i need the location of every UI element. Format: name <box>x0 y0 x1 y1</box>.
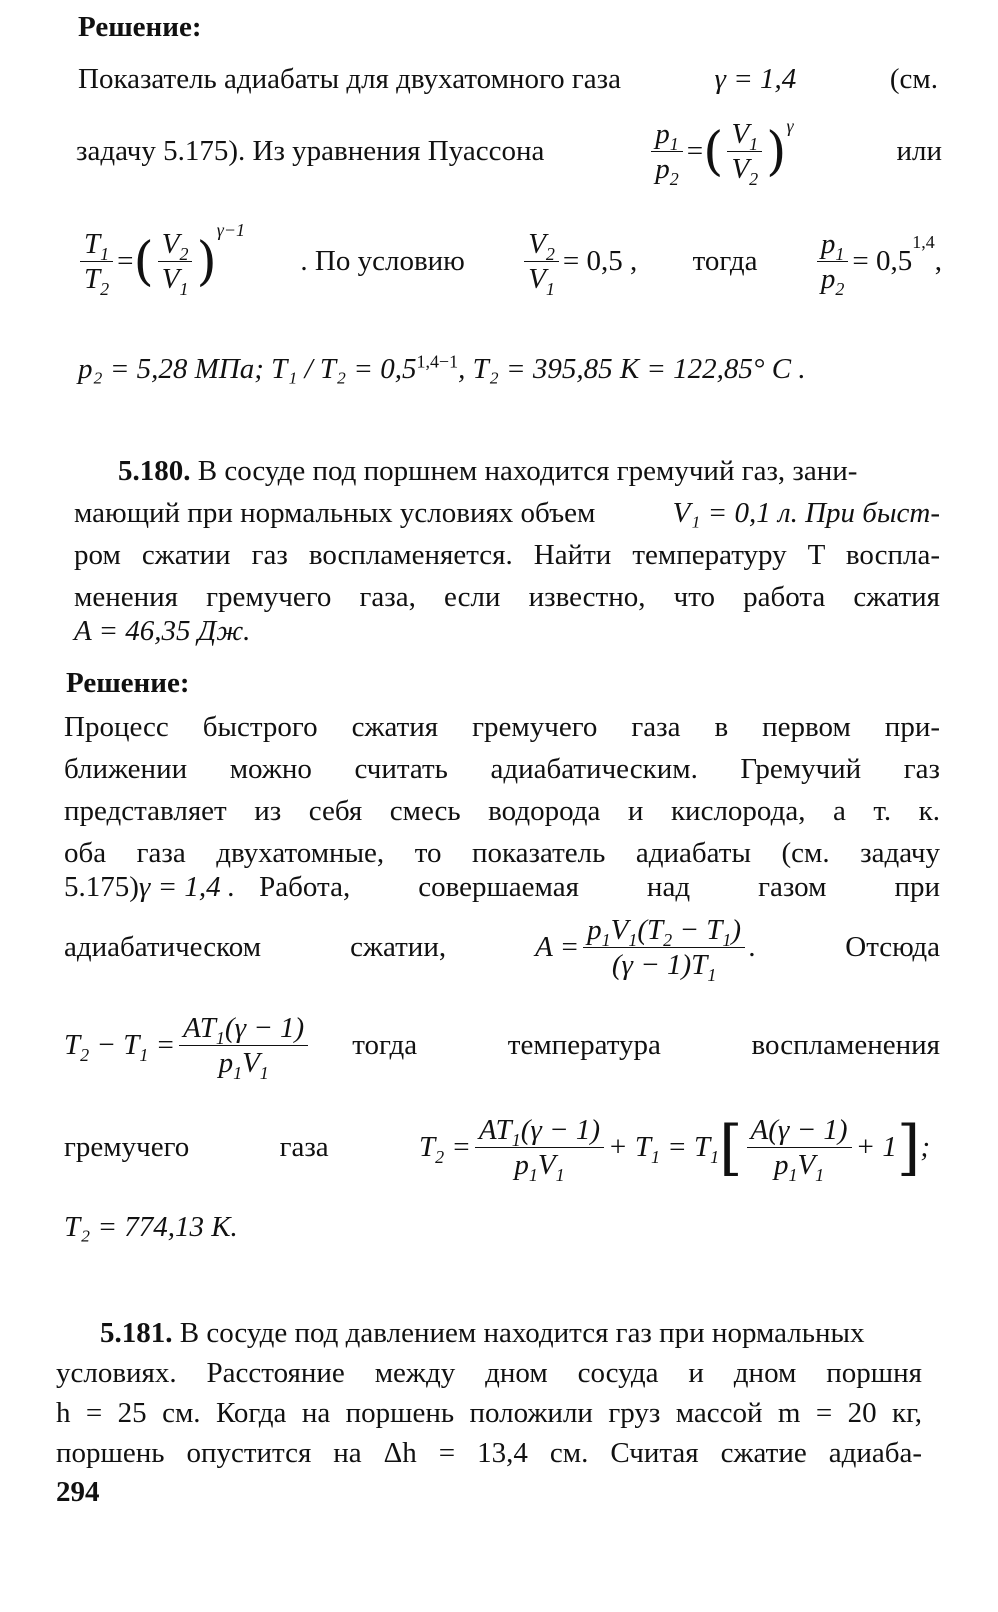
solution1-text-1: Показатель адиабаты для двухатомного газа <box>78 63 621 95</box>
problem180-line-5: A = 46,35 Дж. <box>74 615 251 647</box>
fraction-p1-p2-b: $\frac{p_1}{p_2}$ <box>817 228 848 295</box>
problem180-text-2b: V₁ = 0,1 л. При быст- <box>672 497 940 529</box>
solution-heading-1: Решение: <box>78 11 202 43</box>
fraction-p1-p2: $\frac{p_1}{p_2}$ <box>651 118 682 185</box>
gamma-value: γ = 1,4 <box>714 63 797 95</box>
solution2-text-6c: Отсюда <box>845 931 940 963</box>
work-fraction: $\frac{p_1V_1(T_2 - T_1)}{(\gamma - 1)T_1}$ <box>583 914 745 981</box>
solution2-text-7: тогда температура воспламенения <box>352 1029 940 1061</box>
ignition-fraction-2: $\frac{A(\gamma - 1)}{p_1V_1}$ <box>747 1114 852 1181</box>
solution2-line-1: Процесс быстрого сжатия гремучего газа в первом при- <box>64 711 940 743</box>
temperature-relation: $\frac{T_1}{T_2}$ = ( $\frac{V_2}{V_1}$ ) γ−1 <box>76 228 245 295</box>
solution1-result-a: p₂ = 5,28 МПа; T₁ / T₂ = 0,5 <box>78 353 417 385</box>
solution1-line-3 <box>76 220 942 299</box>
problem180-text-2a: мающий при нормальных условиях объем <box>74 497 596 529</box>
problem180-line-4: менения гремучего газа, если известно, что работа сжатия <box>74 581 940 613</box>
problem181-line-2: условиях. Расстояние между дном сосуда и дном поршня <box>56 1357 922 1389</box>
problem180-text-1: В сосуде под поршнем находится гремучий газ, зани- <box>197 455 858 487</box>
problem180-number: 5.180. <box>118 455 191 487</box>
solution2-text-8a: гремучего <box>64 1131 190 1163</box>
work-formula: A = $\frac{p_1V_1(T_2 - T_1)}{(\gamma - 1)T_1}$ . <box>535 914 757 985</box>
solution1-result-exp: 1,4−1 <box>416 351 459 372</box>
solution1-line-2 <box>76 116 942 189</box>
problem181-line-3: h = 25 см. Когда на поршень положили груз массой m = 20 кг, <box>56 1397 922 1429</box>
volume-ratio <box>520 228 638 299</box>
fraction-v2-v1-b: $\frac{V_2}{V_1}$ <box>524 228 559 295</box>
poisson-equation: $\frac{p_1}{p_2}$ = ( $\frac{V_1}{V_2}$ ) γ <box>647 118 793 185</box>
temp-difference-formula: $T_2 - T_1$ = $\frac{AT_1(\gamma - 1)}{p_1V_1}$ <box>64 1012 312 1079</box>
solution1-text-1-tail: (см. <box>889 63 938 95</box>
solution1-result-b: , T₂ = 395,85 К = 122,85° С . <box>458 353 806 385</box>
solution2-line-4: оба газа двухатомные, то показатель адиабаты (см. задачу <box>64 837 940 869</box>
solution2-line-7 <box>64 1012 940 1083</box>
problem181-line-1 <box>56 1316 922 1350</box>
pressure-ratio: $\frac{p_1}{p_2}$ = 0,5 1,4 , <box>813 228 942 295</box>
solution2-line-2: ближении можно считать адиабатическим. Гремучий газ <box>64 753 940 785</box>
solution2-line-5 <box>64 870 940 904</box>
problem180-line-1 <box>74 454 940 488</box>
problem181-text-1: В сосуде под давлением находится газ при нормальных <box>179 1317 865 1349</box>
solution-heading-2: Решение: <box>66 667 190 699</box>
solution1-then: тогда <box>692 245 758 277</box>
solution2-line-6 <box>64 914 940 985</box>
solution2-text-5c: Работа, совершаемая над газом при <box>259 871 940 903</box>
problem180-line-2 <box>74 496 940 530</box>
volume-ratio-value: = 0,5 , <box>562 245 638 277</box>
solution2-result: T₂ = 774,13 К. <box>64 1211 238 1243</box>
solution2-text-5a: 5.175) <box>64 871 139 903</box>
fraction-t1-t2: $\frac{T_1}{T_2}$ <box>80 228 113 295</box>
page-number: 294 <box>56 1476 100 1508</box>
problem181-number: 5.181. <box>100 1317 173 1349</box>
solution2-text-6a: адиабатическом <box>64 931 262 963</box>
solution1-condition: . По условию <box>300 245 465 277</box>
solution2-gamma: γ = 1,4 . <box>138 871 236 903</box>
ignition-fraction-1: $\frac{AT_1(\gamma - 1)}{p_1V_1}$ <box>475 1114 604 1181</box>
pressure-ratio-value: = 0,5 <box>852 245 913 277</box>
ignition-temp-formula: $T_2$ = $\frac{AT_1(\gamma - 1)}{p_1V_1}$ + $T_1 = T_1$ [ $\frac{A(\gamma - 1)}{p_1V_1}$ + 1 ] ; <box>418 1112 930 1185</box>
problem181-line-4: поршень опустится на Δh = 13,4 см. Считая сжатие адиаба- <box>56 1437 922 1469</box>
solution2-line-3: представляет из себя смесь водорода и кислорода, а т. к. <box>64 795 940 827</box>
fraction-v2-v1: $\frac{V_2}{V_1}$ <box>158 228 193 295</box>
solution1-line-1 <box>78 62 938 96</box>
solution1-line-4 <box>78 352 806 386</box>
temp-difference-fraction: $\frac{AT_1(\gamma - 1)}{p_1V_1}$ <box>179 1012 308 1079</box>
solution2-text-8b: газа <box>279 1131 329 1163</box>
solution2-line-8 <box>64 1112 930 1185</box>
solution1-or: или <box>896 135 942 167</box>
solution1-text-2: задачу 5.175). Из уравнения Пуассона <box>76 135 545 167</box>
problem180-line-3: ром сжатии газ воспламеняется. Найти температуру T воспла- <box>74 539 940 571</box>
solution2-text-6b: сжатии, <box>350 931 447 963</box>
fraction-v1-v2: $\frac{V_1}{V_2}$ <box>727 118 762 185</box>
